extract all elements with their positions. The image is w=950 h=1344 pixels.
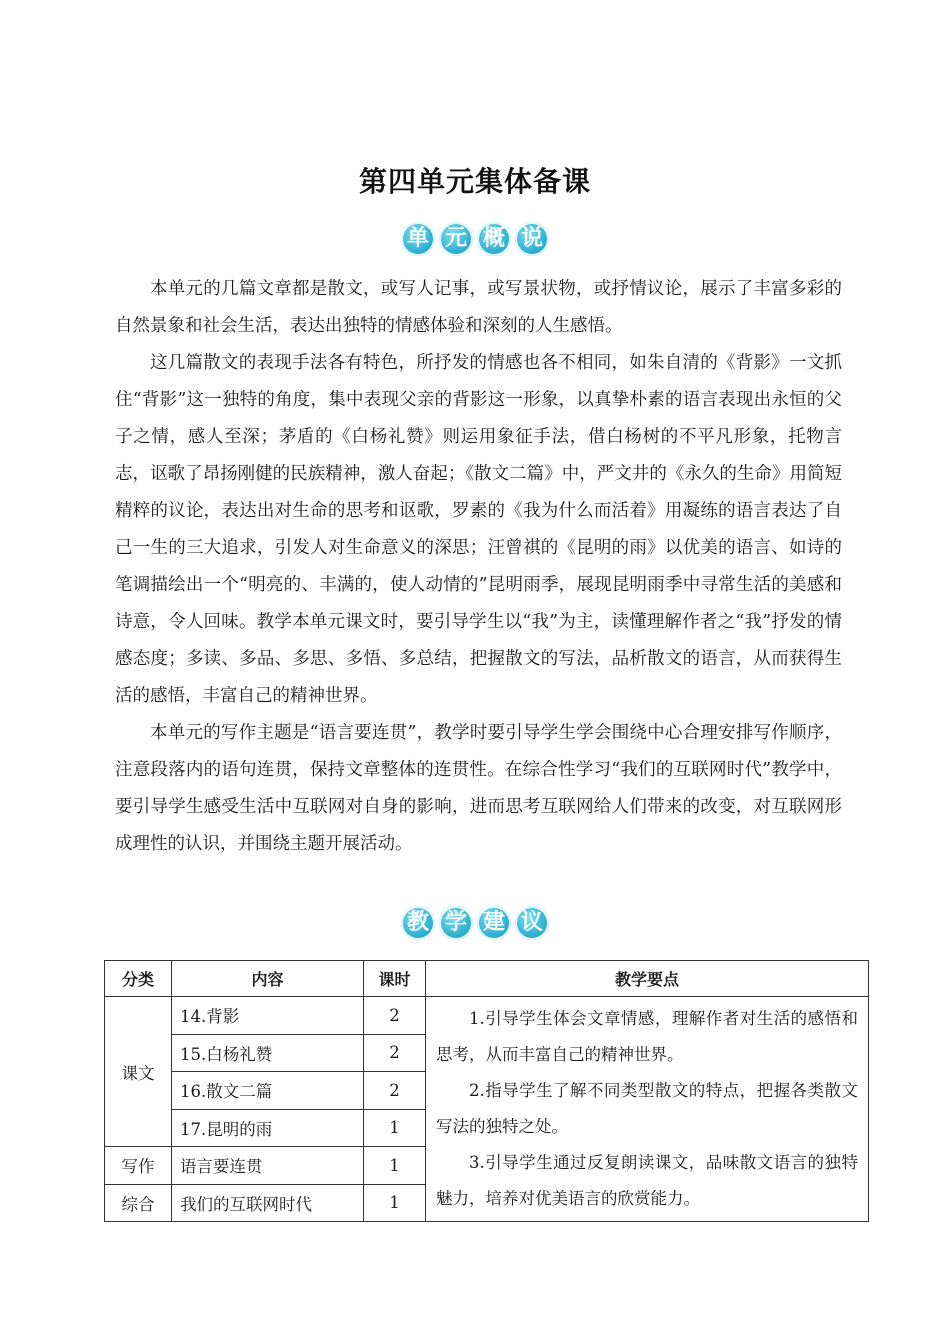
heading-char: 概 [477, 222, 511, 256]
hours-cell: 2 [364, 1034, 426, 1072]
heading-char: 建 [477, 906, 511, 940]
teaching-point: 2.指导学生了解不同类型散文的特点，把握各类散文写法的独特之处。 [436, 1081, 858, 1136]
teaching-point: 3.引导学生通过反复朗读课文，品味散文语言的独特魅力，培养对优美语言的欣赏能力。 [436, 1153, 858, 1208]
category-cell: 综合 [105, 1184, 172, 1222]
overview-text [115, 271, 842, 863]
hours-cell: 1 [364, 1109, 426, 1147]
table-row [105, 997, 869, 1035]
header-points: 教学要点 [426, 961, 869, 997]
category-cell: 课文 [105, 997, 172, 1147]
content-cell: 语言要连贯 [172, 1147, 364, 1185]
page-title: 第四单元集体备课 [358, 165, 591, 198]
section-heading-overview [0, 222, 950, 256]
hours-cell: 1 [364, 1147, 426, 1185]
section-heading-advice [0, 906, 950, 940]
heading-char: 学 [439, 906, 473, 940]
content-cell: 14.背影 [172, 997, 364, 1035]
content-cell: 15.白杨礼赞 [172, 1034, 364, 1072]
heading-char: 说 [515, 222, 549, 256]
table-header-row [105, 961, 869, 997]
header-content: 内容 [172, 961, 364, 997]
hours-cell: 1 [364, 1184, 426, 1222]
content-cell: 17.昆明的雨 [172, 1109, 364, 1147]
teaching-plan-table [104, 960, 869, 1222]
heading-char: 议 [515, 906, 549, 940]
header-category: 分类 [105, 961, 172, 997]
paragraph: 本单元的写作主题是“语言要连贯”，教学时要引导学生学会围绕中心合理安排写作顺序，注意段落内的语句连贯，保持文章整体的连贯性。在综合性学习“我们的互联网时代”教学中，要引导学生感受生活中互联网对自身的影响，进而思考互联网给人们带来的改变，对互联网形成理性的认识，并围绕主题开展活动。 [115, 723, 842, 854]
heading-char: 教 [401, 906, 435, 940]
heading-char: 单 [401, 222, 435, 256]
hours-cell: 2 [364, 1072, 426, 1110]
hours-cell: 2 [364, 997, 426, 1035]
heading-char: 元 [439, 222, 473, 256]
category-cell: 写作 [105, 1147, 172, 1185]
content-cell: 16.散文二篇 [172, 1072, 364, 1110]
teaching-points-cell [426, 997, 869, 1222]
teaching-point: 1.引导学生体会文章情感，理解作者对生活的感悟和思考，从而丰富自己的精神世界。 [436, 1009, 858, 1064]
paragraph: 本单元的几篇文章都是散文，或写人记事，或写景状物，或抒情议论，展示了丰富多彩的自然景象和社会生活，表达出独特的情感体验和深刻的人生感悟。 [115, 279, 842, 336]
content-cell: 我们的互联网时代 [172, 1184, 364, 1222]
paragraph: 这几篇散文的表现手法各有特色，所抒发的情感也各不相同，如朱自清的《背影》一文抓住“背影”这一独特的角度，集中表现父亲的背影这一形象，以真挚朴素的语言表现出永恒的父子之情，感人至深；茅盾的《白杨礼赞》则运用象征手法，借白杨树的不平凡形象，托物言志，讴歌了昂扬刚健的民族精神，激人奋起；《散文二篇》中，严文井的《永久的生命》用简短精粹的议论，表达出对生命的思考和讴歌，罗素的《我为什么而活着》用凝练的语言表达了自己一生的三大追求，引发人对生命意义的深思；汪曾祺的《昆明的雨》以优美的语言、如诗的笔调描绘出一个“明亮的、丰满的，使人动情的”昆明雨季，展现昆明雨季中寻常生活的美感和诗意，令人回味。教学本单元课文时，要引导学生以“我”为主，读懂理解作者之“我”抒发的情感态度；多读、多品、多思、多悟、多总结，把握散文的写法，品析散文的语言，从而获得生活的感悟，丰富自己的精神世界。 [115, 353, 842, 706]
header-hours: 课时 [364, 961, 426, 997]
